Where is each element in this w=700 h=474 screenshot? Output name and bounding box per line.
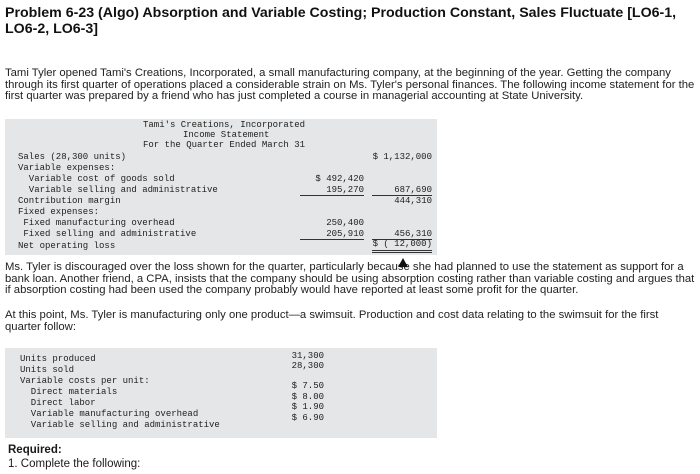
intro-paragraph: Tami Tyler opened Tami's Creations, Incorporated, a small manufacturing company, at the beginning of the year. Getting the company through its first quarter of operations placed a considerable strain on Ms. Tyler's personal finances. The following income statement for the first quarter was prepared by a friend who has just completed a course in managerial accounting at State University. — [5, 67, 695, 103]
cost-row-label: Variable manufacturing overhead — [20, 409, 199, 419]
double-underline — [372, 252, 432, 253]
statement-row-col1: 205,910 — [326, 229, 364, 239]
statement-row-label: Fixed manufacturing overhead — [18, 218, 175, 228]
statement-row-label: Variable selling and administrative — [18, 185, 218, 195]
cost-row-label: Units sold — [20, 365, 75, 375]
discussion-paragraph: Ms. Tyler is discouraged over the loss shown for the quarter, particularly because she had planned to use the statement as support for a bank loan. Another friend, a CPA, insists that the company should be using absorption costing rather than variable costing and argues that if absorption costing had been used the company probably would have reported at least some profit for the quarter. — [5, 261, 695, 297]
statement-row-label: Net operating loss — [18, 241, 116, 251]
statement-row-col1: 195,270 — [326, 185, 364, 195]
statement-row-label: Contribution margin — [18, 196, 121, 206]
statement-row-col2: 687,690 — [394, 185, 432, 195]
mouse-cursor-icon — [398, 258, 408, 267]
problem-title: Problem 6-23 (Algo) Absorption and Variable Costing; Production Constant, Sales Fluctuate [LO6-1, LO6-2, LO6-3] — [5, 5, 677, 37]
double-underline — [372, 250, 432, 251]
statement-row-col1: 250,400 — [326, 218, 364, 228]
cost-row-value: $ 6.90 — [291, 413, 324, 423]
statement-row-label: Variable cost of goods sold — [18, 174, 175, 184]
cost-row-label: Units produced — [20, 354, 96, 364]
production-paragraph: At this point, Ms. Tyler is manufacturing only one product—a swimsuit. Production and cost data relating to the swimsuit for the first quarter follow: — [5, 309, 659, 333]
cost-row-value: $ 1.90 — [291, 402, 324, 412]
statement-row-col2: $ ( 12,000) — [372, 239, 432, 249]
statement-row-label: Fixed expenses: — [18, 207, 100, 217]
statement-row-col2: 444,310 — [394, 196, 432, 206]
statement-row-label: Fixed selling and administrative — [18, 229, 197, 239]
statement-row-label: Sales (28,300 units) — [18, 152, 127, 162]
cost-row-value: $ 7.50 — [291, 381, 324, 391]
cost-row-value: 31,300 — [291, 351, 324, 361]
statement-row-col2: 456,310 — [394, 229, 432, 239]
cost-row-label: Direct materials — [20, 387, 118, 397]
cost-row-label: Direct labor — [20, 398, 96, 408]
cost-row-label: Variable costs per unit: — [20, 376, 150, 386]
cost-row-label: Variable selling and administrative — [20, 420, 220, 430]
required-heading: Required: — [8, 444, 62, 456]
cost-row-value: 28,300 — [291, 361, 324, 371]
statement-row-col1: $ 492,420 — [315, 174, 364, 184]
statement-company: Tami's Creations, Incorporated — [143, 120, 306, 130]
required-item-1: 1. Complete the following: — [8, 458, 141, 470]
statement-row-col2: $ 1,132,000 — [372, 152, 432, 162]
statement-period: For the Quarter Ended March 31 — [143, 140, 306, 150]
statement-heading: Income Statement — [183, 130, 270, 140]
statement-row-label: Variable expenses: — [18, 163, 116, 173]
cost-row-value: $ 8.00 — [291, 392, 324, 402]
